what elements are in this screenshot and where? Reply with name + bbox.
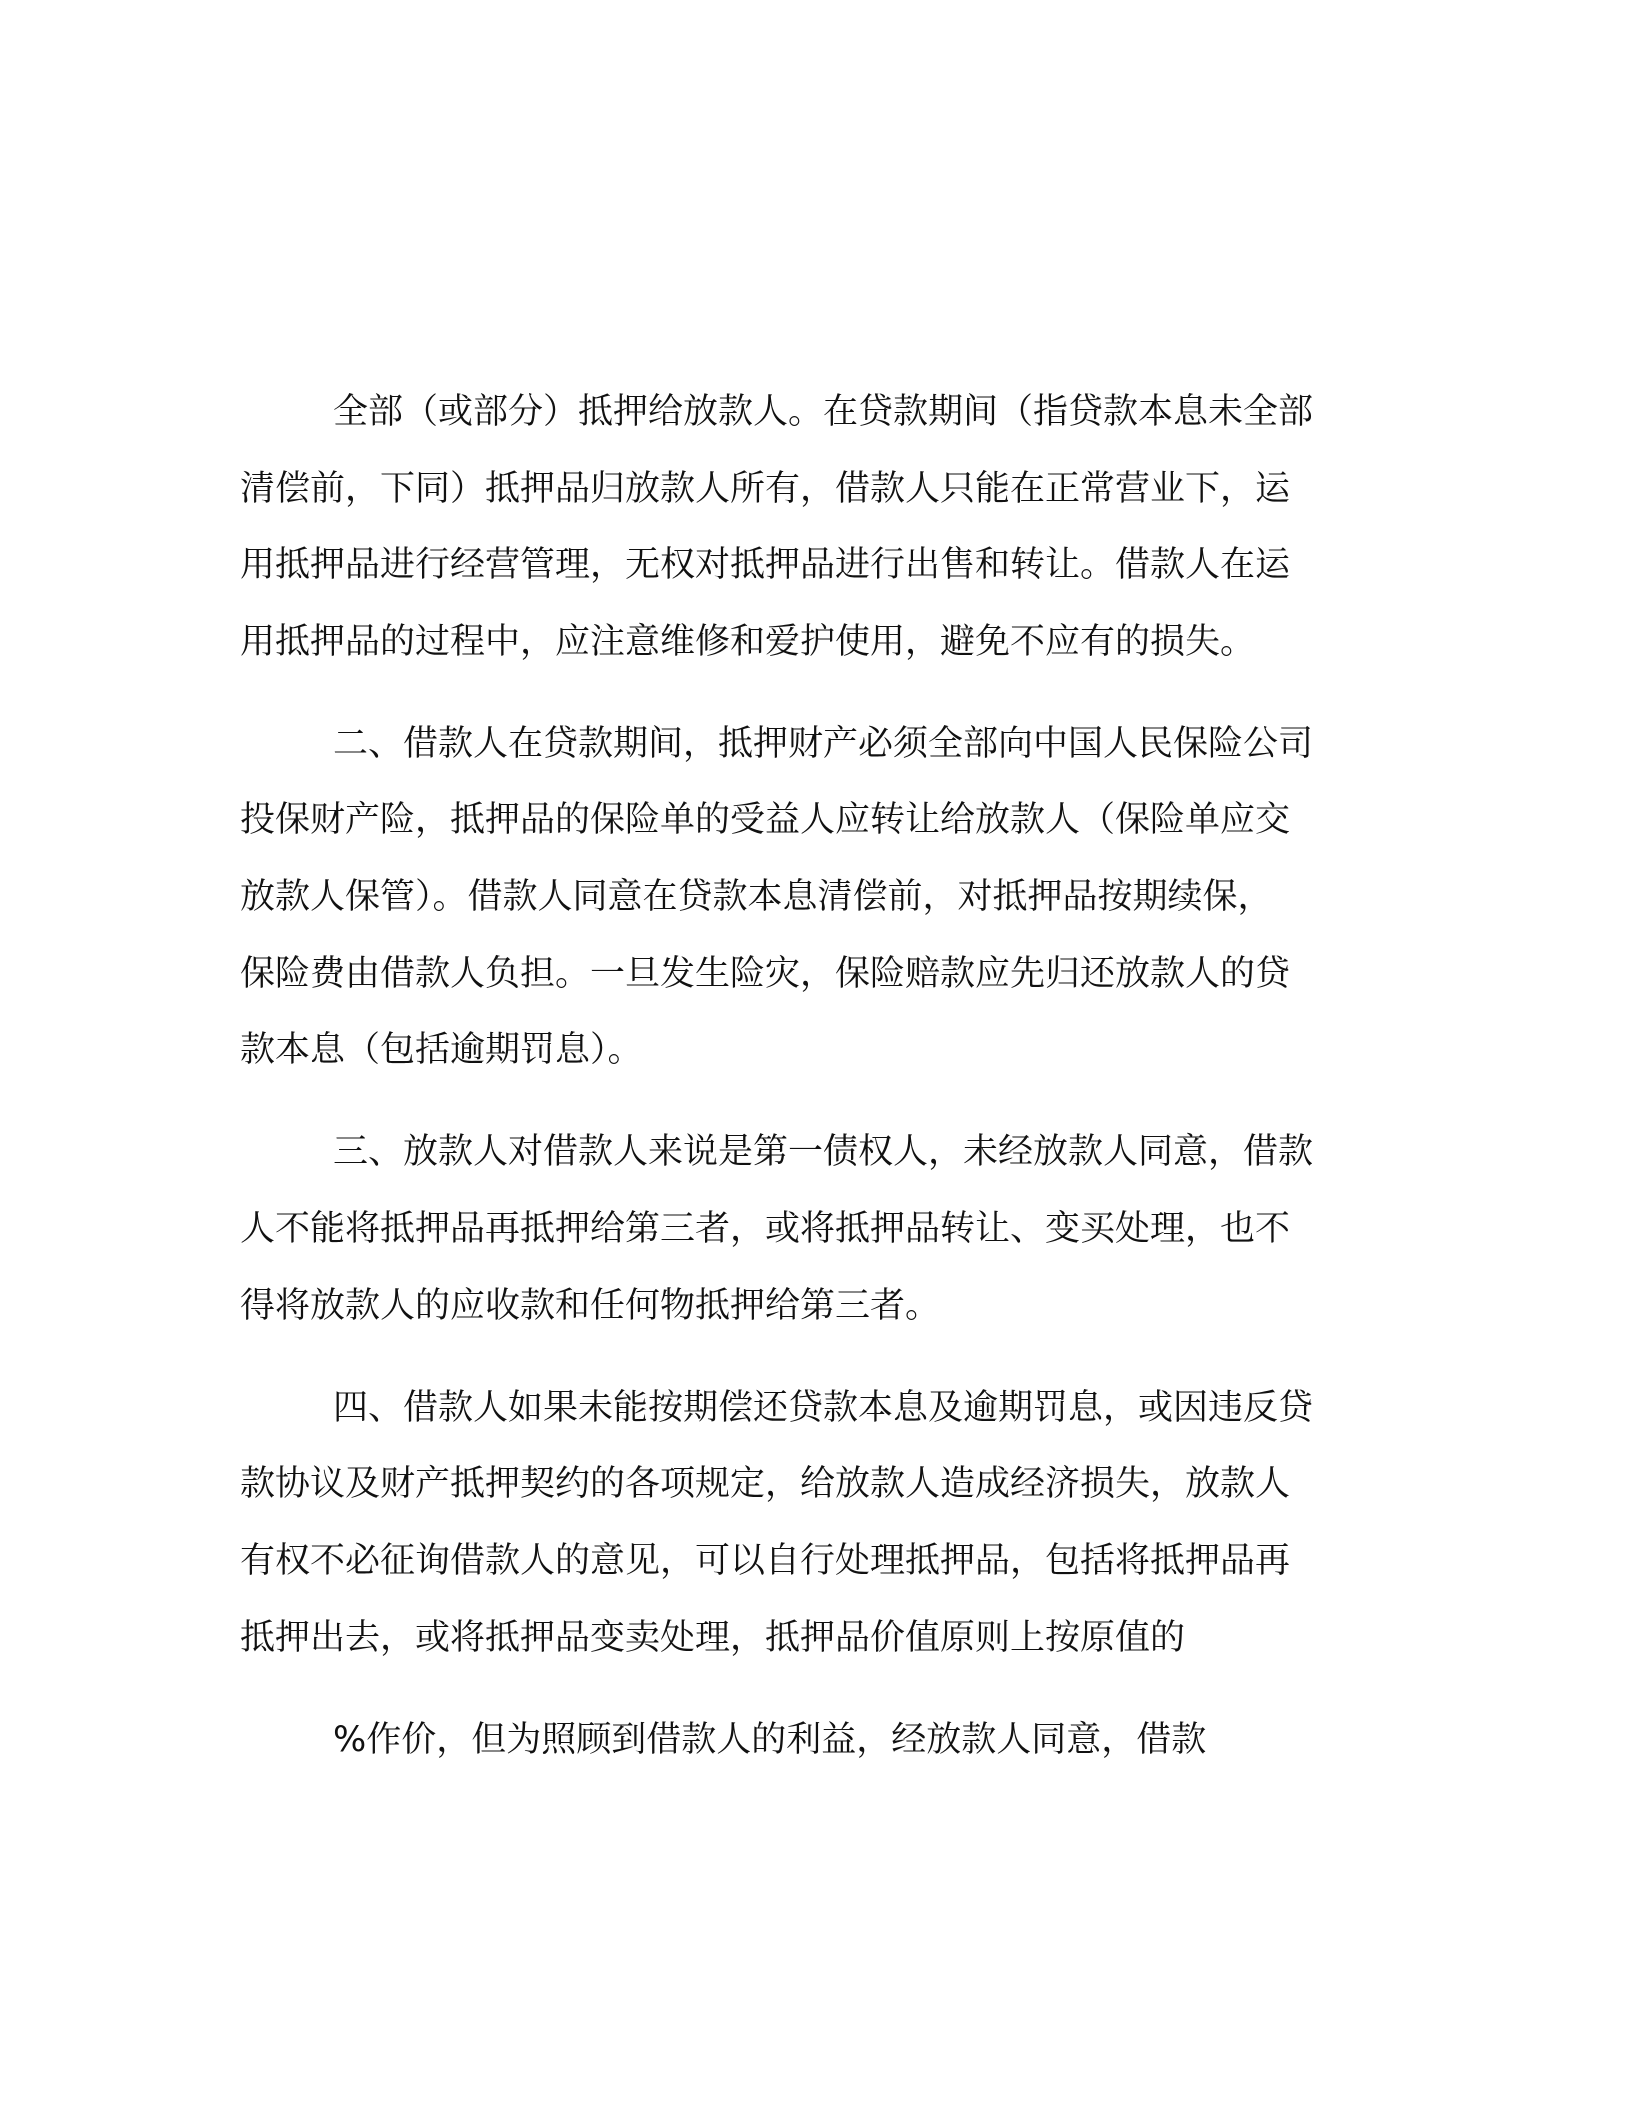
text-line: 全部（或部分）抵押给放款人。在贷款期间（指贷款本息未全部 — [333, 392, 1314, 432]
text-line: 二、借款人在贷款期间，抵押财产必须全部向中国人民保险公司 — [333, 724, 1314, 764]
text-line: 投保财产险，抵押品的保险单的受益人应转让给放款人（保险单应交 — [240, 800, 1291, 840]
text-line: 放款人保管）。借款人同意在贷款本息清偿前，对抵押品按期续保， — [240, 877, 1273, 917]
text-line: 人不能将抵押品再抵押给第三者，或将抵押品转让、变买处理，也不 — [240, 1209, 1291, 1249]
text-line: 保险费由借款人负担。一旦发生险灾，保险赔款应先归还放款人的贷 — [240, 954, 1291, 994]
text-line: 款协议及财产抵押契约的各项规定，给放款人造成经济损失，放款人 — [240, 1464, 1291, 1504]
text-line: %作价，但为照顾到借款人的利益，经放款人同意，借款 — [333, 1720, 1207, 1760]
text-line: 款本息（包括逾期罚息）。 — [240, 1030, 643, 1070]
text-line: 有权不必征询借款人的意见，可以自行处理抵押品，包括将抵押品再 — [240, 1541, 1291, 1581]
text-line: 得将放款人的应收款和任何物抵押给第三者。 — [240, 1286, 941, 1326]
text-line: 四、借款人如果未能按期偿还贷款本息及逾期罚息，或因违反贷 — [333, 1388, 1314, 1428]
text-line: 用抵押品进行经营管理，无权对抵押品进行出售和转让。借款人在运 — [240, 545, 1291, 585]
text-line: 抵押出去，或将抵押品变卖处理，抵押品价值原则上按原值的 — [240, 1618, 1186, 1658]
text-line: 清偿前，下同）抵押品归放款人所有，借款人只能在正常营业下，运 — [240, 469, 1291, 509]
text-line: 用抵押品的过程中，应注意维修和爱护使用，避免不应有的损失。 — [240, 622, 1256, 662]
text-line: 三、放款人对借款人来说是第一债权人，未经放款人同意，借款 — [333, 1132, 1314, 1172]
